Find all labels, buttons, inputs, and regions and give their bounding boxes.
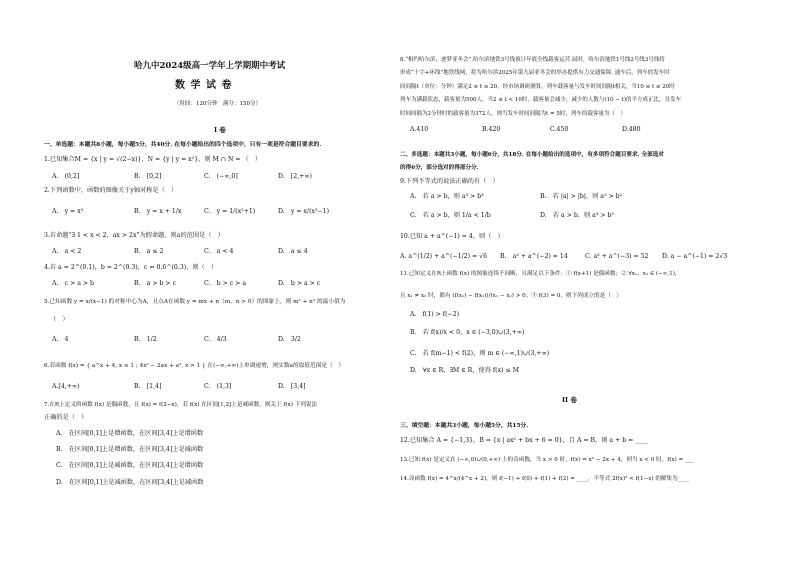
section1-heading: 一、单选题：本题共8小题，每小题5分，共40分. 在每小题给出的四个选项中，只有一项是符合题目要求的. — [44, 142, 322, 148]
q9-option-a: A. 若 a > b，则 a³ > b³ — [410, 193, 484, 200]
q5-option-b: B. 1/2 — [134, 336, 157, 343]
part2-heading: II 卷 — [562, 396, 577, 404]
q7-option-d: D. 在区间[0,1]上是减函数，在区间[3,4]上是减函数 — [56, 479, 204, 486]
part1-heading: I 卷 — [214, 126, 226, 134]
q7-stem-line1: 7.在R上定义的函数 f(x) 是偶函数，且 f(x) = f(2−x)，若 f(x) 在区间[1,2]上是减函数，则关于 f(x) 下列说法 — [44, 402, 318, 408]
q1-stem: 1.已知集合M = {x | y = √(2−x)}，N = {y | y = x²}，则 M ∩ N = （ ） — [44, 156, 262, 163]
q8-option-c: C.450 — [550, 126, 569, 133]
section2-heading-line1: 二、多选题：本题共3小题，每小题6分，共18分. 在每小题给出的选项中，有多项符合题目要求. 全部选对 — [400, 152, 664, 158]
q8-line-5: 时间间隔为2分钟时的载客量为372人，则当发车时间间隔为t = 5时，列车的载客量为（ ） — [400, 111, 626, 117]
q6-option-d: D. [3,4] — [278, 383, 306, 390]
q11-option-b: B. 若 f(x)/x < 0，x ∈ (−3,0)∪(3,+∞) — [410, 329, 525, 336]
q9-option-b: B. 若 |a| > |b|，则 a² > b² — [540, 193, 623, 200]
q10-option-a: A. a^(1/2) + a^(−1/2) = √6 — [400, 253, 488, 260]
section2-heading-line2: 的得6分，部分选对的得部分分. — [400, 165, 479, 171]
q1-option-d: D. [2,+∞) — [278, 173, 312, 180]
q7-option-a: A. 在区间[0,1]上是增函数，在区间[3,4]上是增函数 — [56, 430, 204, 437]
q10-option-b: B. a² + a^(−2) = 14 — [500, 253, 568, 260]
q5-option-c: C. 4/3 — [204, 336, 227, 343]
q13-stem: 13.已知 f(x) 是定义在 (−∞,0)∪(0,+∞) 上的奇函数，当 x > 0 时，f(x) = x² − 2x + 4，则当 x < 0 时，f(x) = ___ — [400, 457, 694, 463]
q10-option-c: C. a³ + a^(−3) = 52 — [585, 253, 649, 260]
q8-line-2: 形成“十字+环线”地铁线网，将为哈尔滨2025年第九届亚冬会的举办提供有力交通保障. 通车后，列车的发车时 — [400, 70, 670, 76]
q7-stem-line2: 正确的是（ ） — [44, 414, 88, 421]
q4-option-c: C. b > c > a — [204, 280, 247, 287]
q3-option-d: D. a ≤ 4 — [278, 248, 308, 255]
q10-option-d: D. a − a^(−1) = 2√3 — [662, 253, 728, 260]
q8-option-a: A.410 — [410, 126, 429, 133]
q14-stem: 14.设函数 f(x) = 4^x/(4^x + 2)，则 f(−1) + f(0) + f(1) + f(2) = ____，不等式 2f(x)² < f(1−x) 的解集为____ — [400, 476, 689, 482]
q6-option-b: B. [1,4] — [134, 383, 162, 390]
q5-stem: 5.已知函数 y = x/(x−1) 的对称中心为A，且点A在函数 y = mx + n（m，n > 0）的图象上，则 m² + n² 的最小值为 — [44, 299, 346, 305]
q6-option-c: C. (1,3] — [204, 383, 232, 390]
q2-option-a: A. y = x³ — [52, 208, 84, 215]
q8-option-d: D.480 — [622, 126, 641, 133]
q11-stem-line2: 且 x₁ ≠ x₂ 时，都有 (f(x₁) − f(x₂))/(x₁ − x₂) > 0；③ f(3) = 0，则下列成立的是（ ） — [400, 293, 622, 299]
q1-option-b: B. [0,2] — [134, 173, 162, 180]
q5-blank: （ ） — [50, 316, 69, 323]
q7-option-c: C. 在区间[0,1]上是减函数，在区间[3,4]上是增函数 — [56, 462, 204, 469]
q6-option-a: A.[4,+∞) — [52, 383, 80, 390]
q9-option-c: C. 若 a > b，则 1/a < 1/b — [410, 212, 491, 219]
q4-stem: 4.若 a = 2^(0.1)，b = 2^(0.3)，c = 0.6^(0.3)，则（ ） — [44, 264, 218, 271]
q5-option-a: A. 4 — [52, 336, 69, 343]
q10-stem: 10.已知 a + a^(−1) = 4，则（ ） — [400, 233, 504, 240]
q8-line-1: 8.“相约哈尔滨，逐梦亚冬会”.哈尔滨地铁3号线预计年底全线载客运营.届时，哈尔滨地铁1号线2号线3号线将 — [400, 57, 665, 63]
q3-option-c: C. a < 4 — [204, 248, 234, 255]
q4-option-d: D. b > a > c — [278, 280, 321, 287]
q11-option-c: C. 若 f(m−1) < f(2)，则 m ∈ (−∞,1)∪(3,+∞) — [410, 350, 550, 357]
q4-option-b: B. a > b > c — [134, 280, 177, 287]
q7-option-b: B. 在区间[0,1]上是增函数，在区间[3,4]上是减函数 — [56, 446, 204, 453]
q2-option-c: C. y = 1/(x²+1) — [204, 208, 256, 215]
q11-option-d: D. ∀x ∈ R，∃M ∈ R，使得 f(x) ≤ M — [410, 367, 519, 374]
q2-option-b: B. y = x + 1/x — [134, 208, 182, 215]
q12-stem: 12.已知集合 A = {−1,3}，B = {x | ax² + bx + 6 = 0}，且 A = B，则 a + b = ____ — [400, 437, 648, 444]
q1-option-c: C. (−∞,0] — [204, 173, 238, 180]
q11-stem-line1: 11.已知定义在R上函数 f(x) 的图象连续不间断，且满足以下条件：① f(x+1) 是偶函数；② ∀x₁，x₂ ∈ (−∞,1)， — [400, 271, 681, 277]
q6-stem: 6.若函数 f(x) = { a^x + 4, x ≤ 1 ; 4x² − 2ax + a², x > 1 } 在(−∞,+∞)上单调递增，则实数a的取值范围是（ ） — [44, 363, 345, 369]
subject-title: 数 学 试 卷 — [175, 80, 233, 91]
q8-line-3: 间间隔t（单位：分钟）满足2 ≤ t ≤ 20，经市场调研测算，列车载客量与发车时间间隔t相关，当10 ≤ t ≤ 20时 — [400, 84, 675, 90]
section3-heading: 三、填空题：本题共3小题，每小题5分，共15分. — [400, 423, 529, 429]
q4-option-a: A. c > a > b — [52, 280, 94, 287]
q8-option-b: B.420 — [482, 126, 501, 133]
school-title: 哈九中2024级高一学年上学期期中考试 — [134, 61, 286, 71]
q3-option-b: B. a ≤ 2 — [134, 248, 164, 255]
q8-line-4: 列车为满载状态，载客量为500人，当2 ≤ t < 10时，载客量会减少，减少的人数与(10 − t)的平方成正比，且发车 — [400, 97, 682, 103]
q1-option-a: A. (0,2] — [52, 173, 80, 180]
time-score: （时间：120分钟 满分：150分） — [174, 101, 261, 107]
q3-stem: 3.若命题“∃ 1 < x < 2，ax > 2x”为假命题，则a的范围是（ ） — [44, 232, 224, 239]
q11-option-a: A. f(1) > f(−2) — [410, 311, 460, 318]
q5-option-d: D. 3/2 — [278, 336, 301, 343]
q3-option-a: A. a < 2 — [52, 248, 82, 255]
q9-option-d: D. 若 a > b，则 a³ > b³ — [540, 212, 614, 219]
q9-stem: 9.下列不等式的说法正确的有（ ） — [400, 178, 499, 185]
q2-stem: 2.下列函数中，函数的图像关于y轴对称是（ ） — [44, 187, 178, 194]
q2-option-d: D. y = x/(x²−1) — [278, 208, 330, 215]
